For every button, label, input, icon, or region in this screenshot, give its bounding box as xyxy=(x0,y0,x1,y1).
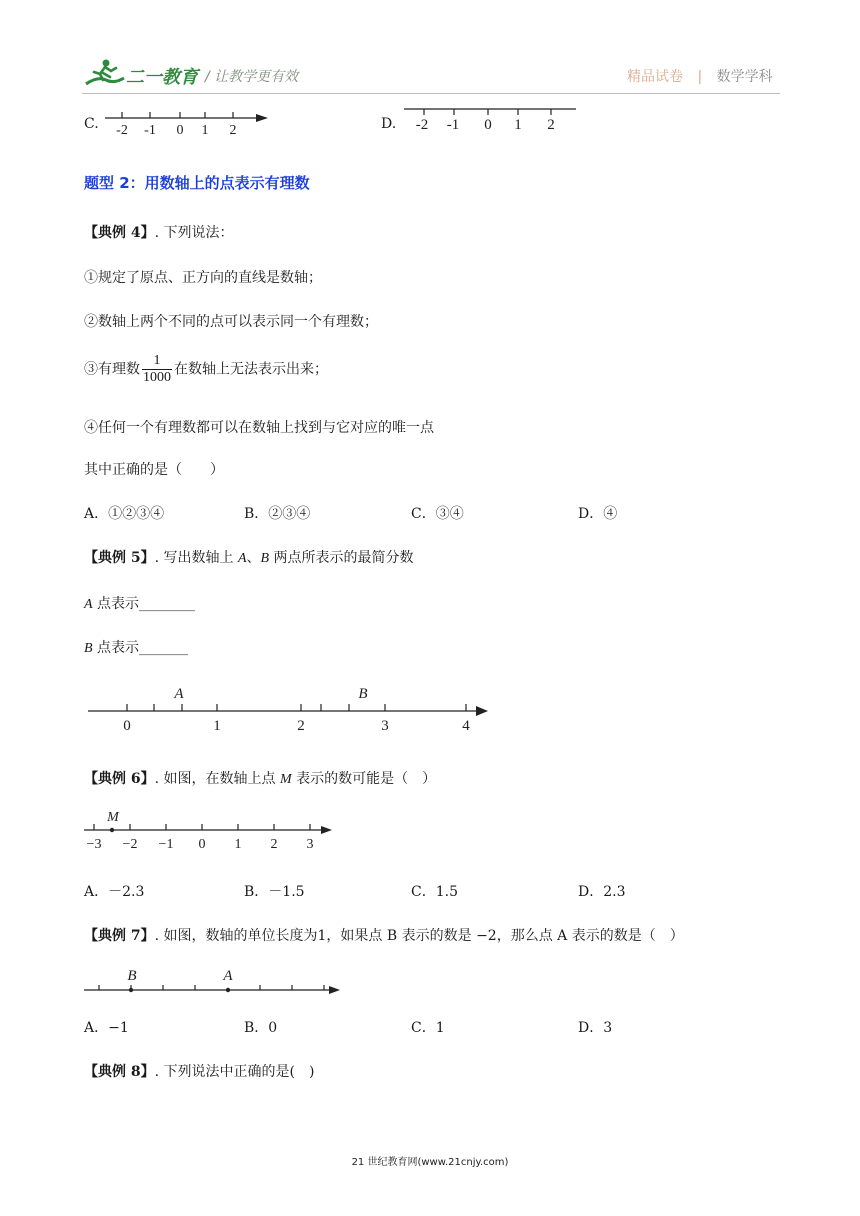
tick-label: -1 xyxy=(446,117,460,133)
point-b-label: B xyxy=(358,686,368,702)
option-b[interactable]: B．－1.5 xyxy=(244,884,305,900)
var-b: B xyxy=(84,641,93,656)
tick-label: 3 xyxy=(306,837,314,852)
example-6-number-line xyxy=(82,806,337,856)
example-label: 【典例 7】 xyxy=(84,928,155,944)
stem-sep: 、 xyxy=(246,550,261,566)
example-4-stem xyxy=(84,222,234,242)
tick-label: -1 xyxy=(144,123,156,138)
statement-1: ①规定了原点、正方向的直线是数轴； xyxy=(84,270,322,286)
answer-b-line xyxy=(84,637,188,657)
tick-label: −1 xyxy=(158,837,174,852)
header-subject: 数学学科 xyxy=(716,69,773,85)
tick-label: 4 xyxy=(462,718,470,734)
answer-a-line xyxy=(84,593,195,613)
stem-text: . 下列说法中正确的是( ) xyxy=(154,1064,315,1080)
example-label: 【典例 6】 xyxy=(84,771,155,787)
tick-label: -2 xyxy=(116,123,128,138)
tick-label: 0 xyxy=(198,837,206,852)
answer-blank: 点表示_______ xyxy=(92,640,189,656)
option-d[interactable]: D．3 xyxy=(578,1020,613,1036)
stem-pre: . 如图，在数轴上点 xyxy=(154,771,280,787)
tick-label: -2 xyxy=(415,117,429,133)
statement-3-pre: ③有理数 xyxy=(84,361,140,378)
example-6-stem xyxy=(84,768,436,788)
example-5-number-line xyxy=(84,682,494,740)
logo-text: 二一教育 xyxy=(126,67,198,88)
var-b: B xyxy=(260,551,270,566)
stem-text: . 如图，数轴的单位长度为1，如果点 B 表示的数是 −2，那么点 A 表示的数是（ ） xyxy=(154,928,684,944)
option-b[interactable]: B．0 xyxy=(244,1020,278,1036)
tick-label: 0 xyxy=(176,123,184,138)
section-title: 题型 2：用数轴上的点表示有理数 xyxy=(84,174,310,192)
option-d[interactable]: D．④ xyxy=(578,506,618,522)
option-d[interactable]: D．2.3 xyxy=(578,884,626,900)
stem-pre: . 写出数轴上 xyxy=(154,550,238,566)
option-c-label: C. xyxy=(84,116,99,132)
header-divider: | xyxy=(697,69,703,85)
var-m: M xyxy=(279,772,292,787)
example-label: 【典例 5】 xyxy=(84,550,155,566)
example-7-number-line xyxy=(82,965,347,1001)
fraction-denominator: 1000 xyxy=(143,370,171,385)
example-8-stem xyxy=(84,1061,314,1081)
option-c[interactable]: C．1 xyxy=(411,1020,445,1036)
stem-text: . 下列说法： xyxy=(154,225,234,241)
example-5-stem xyxy=(84,547,414,567)
statement-2: ②数轴上两个不同的点可以表示同一个有理数； xyxy=(84,314,378,330)
header-right xyxy=(627,66,773,86)
example-7-stem xyxy=(84,925,684,945)
option-c[interactable]: C．③④ xyxy=(411,506,464,522)
point-a-label: A xyxy=(223,968,233,984)
option-a[interactable]: A．－2.3 xyxy=(84,884,145,900)
statement-4: ④任何一个有理数都可以在数轴上找到与它对应的唯一点 xyxy=(84,420,434,436)
tick-label: 1 xyxy=(514,117,522,133)
point-m-label: M xyxy=(107,810,119,825)
point-a-dot xyxy=(226,988,230,992)
question-text: 其中正确的是（ ） xyxy=(84,462,224,478)
point-b-label: B xyxy=(127,968,137,984)
stem-post: 表示的数可能是（ ） xyxy=(291,771,437,787)
point-a-label: A xyxy=(174,686,184,702)
footer-text: 21 世纪教育网(www.21cnjy.com) xyxy=(351,1157,509,1168)
slogan: / 让教学更有效 xyxy=(205,69,299,85)
option-a[interactable]: A．−1 xyxy=(84,1020,129,1036)
point-b-dot xyxy=(129,988,133,992)
var-a: A xyxy=(237,551,247,566)
option-d-number-line xyxy=(398,100,583,134)
tick-label: 2 xyxy=(547,117,555,133)
option-c-number-line xyxy=(100,108,275,140)
example-label: 【典例 4】 xyxy=(84,225,155,241)
header-tag: 精品试卷 xyxy=(627,69,683,85)
header-divider-line xyxy=(82,93,780,94)
answer-blank: 点表示________ xyxy=(92,596,196,612)
tick-label: 2 xyxy=(270,837,278,852)
stem-post: 两点所表示的最简分数 xyxy=(269,550,414,566)
var-a: A xyxy=(84,597,93,612)
option-c[interactable]: C．1.5 xyxy=(411,884,458,900)
fraction xyxy=(142,353,172,386)
runner-logo-icon xyxy=(84,58,126,88)
tick-label: −2 xyxy=(122,837,138,852)
tick-label: 1 xyxy=(234,837,242,852)
fraction-numerator: 1 xyxy=(153,353,161,368)
tick-label: −3 xyxy=(86,837,102,852)
tick-label: 2 xyxy=(229,123,237,138)
option-d-label: D. xyxy=(381,116,397,132)
statement-3-post: 在数轴上无法表示出来； xyxy=(174,361,328,378)
tick-label: 0 xyxy=(484,117,492,133)
option-a[interactable]: A．①②③④ xyxy=(84,506,165,522)
tick-label: 2 xyxy=(297,718,305,734)
option-b[interactable]: B．②③④ xyxy=(244,506,311,522)
point-m-dot xyxy=(110,828,114,832)
tick-label: 0 xyxy=(123,718,131,734)
example-label: 【典例 8】 xyxy=(84,1064,155,1080)
tick-label: 1 xyxy=(213,718,221,734)
statement-3 xyxy=(84,353,328,386)
tick-label: 1 xyxy=(201,123,209,138)
tick-label: 3 xyxy=(381,718,389,734)
